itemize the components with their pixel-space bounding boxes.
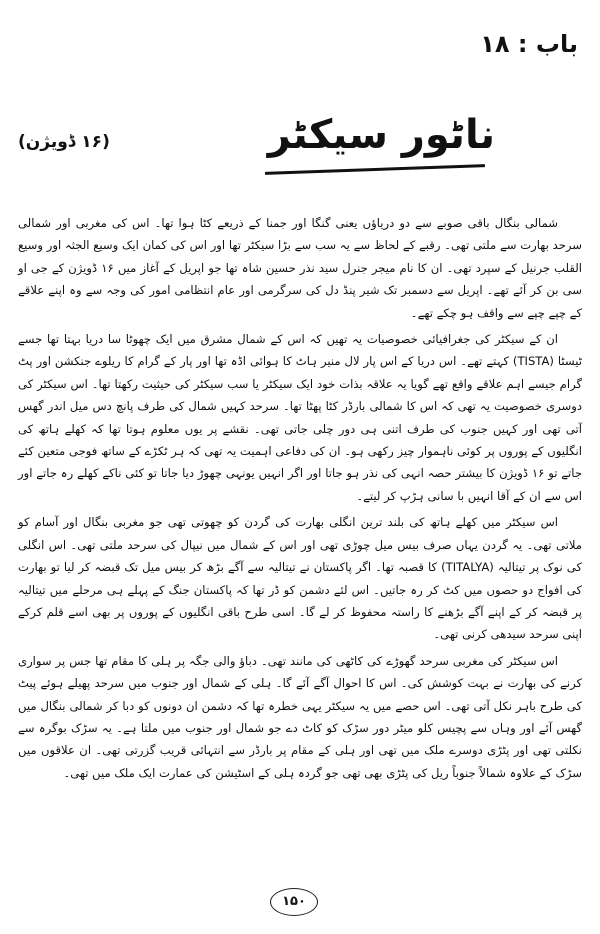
chapter-label: باب : ۱۸ [480, 30, 578, 58]
chapter-heading [0, 112, 600, 182]
paragraph-1: شمالی بنگال باقی صوبے سے دو دریاؤں یعنی گنگا اور جمنا کے ذریعے کٹا ہوا تھا۔ اس کی مغربی اور شمالی سرحد بھارت سے ملتی تھی۔ رقبے کے لحاظ سے یہ سب سے بڑا سیکٹر تھا اور اس کی کمان ایک وسیع الجثہ اور وسیع القلب جرنیل کے سپرد تھی۔ ان کا نام میجر جنرل سید نذر حسین شاہ تھا جو اپریل کے آغاز میں ۱۶ ڈویژن کے جی او سی بن کر آئے تھے۔ اپریل سے دسمبر تک شیر پنڈ دل کی سرگرمی اور عام انتظامی امور کی وجہ سے وہ اپنے علاقے کے چپے چپے سے واقف ہو چکے تھے۔ [18, 216, 582, 320]
body-text [18, 212, 582, 788]
paragraph-4: اس سیکٹر کی مغربی سرحد گھوڑے کی کاٹھی کی مانند تھی۔ دباؤ والی جگہ پر ہلی کا مقام تھا جس پر سواری کرنے کی بھارت نے بہت کوشش کی۔ اس کا احوال آگے آئے گا۔ ہلی کے شمال اور جنوب میں سرحد پھیلے ہوئے پیٹ کی طرح باہر نکل آتی تھی۔ اس حصے میں یہ سیکٹر یہی خطرہ تھا کہ دشمن ان دونوں کو دبا کر شمالی بنگال میں گھس آئے اور وہاں سے پچیس کلو میٹر دور سڑک کو کاٹ دے جو شمال اور جنوب میں ملتا ہے۔ یہ سڑک بوگرہ سے نکلتی تھی اور پٹڑی دوسرے ملک میں تھی اور ہلی کے مقام پر بارڈر سے انتہائی قریب گزرتی تھی۔ ان علاقوں میں سڑک کے علاوہ شمالاً جنوباً ریل کی پٹڑی بھی تھی جو گردہ ہلی کے اسٹیشن کی عمارت ایک ملک میں تھی۔ [18, 653, 582, 780]
paragraph-2: ان کے سیکٹر کی جغرافیائی خصوصیات یہ تھیں کہ اس کے شمال مشرق میں ایک چھوٹا سا دریا بہتا تھا جسے ٹیسٹا (TISTA) کہتے تھے۔ اس دریا کے اس پار لال منیر ہاٹ کا ہوائی اڈہ تھا اور پار کے گرام کا ریلوے جنکشن اور پٹ گرام جیسے اہم علاقے واقع تھے گویا یہ علاقہ بذات خود ایک سیکٹر یا سب سیکٹر کی حیثیت رکھتا تھا۔ اس سیکٹر کی دوسری خصوصیت یہ تھی کہ اس کا شمالی بارڈر کٹا پھٹا تھا۔ سرحد کہیں شمال کی طرف پانچ دس میل اندر گھس آتی تھی اور کہیں جنوب کی طرف اتنی ہی دور چلی جاتی تھی۔ نقشے پر یوں معلوم ہوتا تھا کہ کھلے ہاتھ کی انگلیوں کے پوروں پر کوئی ناہموار چیز رکھی ہو۔ ان کی دفاعی اہمیت یہ تھی کہ ہر ٹکڑے کے ساتھ فوجی متعین کئے جاتے تو ۱۶ ڈویژن کا بیشتر حصہ انہی کی نذر ہو جاتا اور اگر انہیں یونہی چھوڑ دیا جاتا تو کئی ناکے کھلے رہ جاتے اور اس سے ان کے آقا انہیں با سانی ہڑپ کر لیتے۔ [18, 332, 582, 503]
paragraph-3: اس سیکٹر میں کھلے ہاتھ کی بلند ترین انگلی بھارت کی گردن کو چھوتی تھی جو مغربی بنگال اور آسام کو ملاتی تھی۔ یہ گردن یہاں صرف بیس میل چوڑی تھی اور اس کے شمال میں نیپال کی سرحد ملتی تھی۔ اس انگلی کی نوک پر تیتالیہ (TITALYA) کا قصبہ تھا۔ اگر پاکستان نے تیتالیہ سے آگے بڑھ کر بیس میل تک قبضہ کر لیا تو بھارت کی افواج دو حصوں میں کٹ کر رہ جاتیں۔ اس لئے دشمن کو ڈر تھا کہ پاکستان جنگ کے پہلے ہی مرحلے میں تیتالیہ پر قبضہ کر کے اپنے آگے بڑھنے کا راستہ محفوظ کر لے گا۔ اسی طرح باقی انگلیوں کے پوروں پر بھی اسے قلم کرکے اپنی سرحد سیدھی کرنی تھی۔ [18, 515, 582, 642]
division-subtitle: (۱۶ ڈویژن) [18, 132, 110, 152]
chapter-title: ناٹور سیکٹر [267, 112, 495, 158]
page-number: ۱۵۰ [270, 888, 318, 916]
title-underline-icon [265, 164, 485, 175]
